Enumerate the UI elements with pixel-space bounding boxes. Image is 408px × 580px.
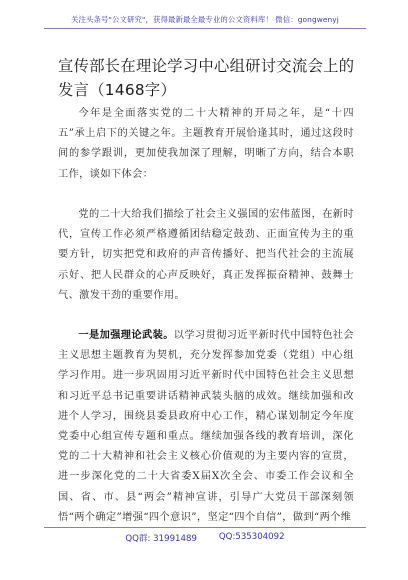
paragraph-text: 今年是全面落实党的二十大精神的开局之年，是“十四五”承上启下的关键之年。主题教育开展恰逢其时，通过这段时间的参学跟训，更加使我加深了理解，明晰了方向，结合本职工作，谈如下体会：: [58, 108, 354, 180]
header-promo-text: 关注头条号"公文研究"，获得最新最全最专业的公文资料库！ 微信：gongwenyj: [71, 15, 339, 24]
document-title: 宣传部长在理论学习中心组研讨交流会上的发言（1468字）: [58, 57, 355, 99]
page-header: [44, 8, 366, 29]
paragraph-text: 党的二十大给我们描绘了社会主义强国的宏伟蓝图，在新时代，宣传工作必须严格遵循团结稳定鼓劲、正面宣传为主的重要方针，切实把党和政府的声音传播好、把当代社会的主流展示好、把人民群众的心声反映好，真正发挥振奋精神、鼓舞士气、激发干劲的重要作用。: [58, 209, 354, 301]
paragraph-intro: [58, 104, 354, 185]
page-footer: [44, 532, 366, 544]
footer-divider: [44, 527, 366, 528]
paragraph-text: 以学习贯彻习近平新时代中国特色社会主义思想主题教育为契机，充分发挥参加党委（党组）中心组学习作用。进一步巩固用习近平新时代中国特色社会主义思想和习近平总书记重要讲话精神武装头脑的成效。继续加强和改进个人学习，围绕县委县政府中心工作，精心谋划制定今年度党委中心组宣传专题和重点。继续加强各线的教育培训，深化党的二十大精神和社会主义核心价值观的为主要内容的宣贯，进一步深化党的二十大省委X届X次全会、市委工作会议和全国、省、市、县“两会”精神宣讲，引导广大党员干部深刻领悟“两个确定”增强“四个意识”，坚定“四个自信”，做到“两个维: [58, 330, 354, 523]
footer-qq: QQ:535304092: [218, 532, 285, 542]
section-lead: 一是加强理论武装。: [78, 330, 174, 341]
footer-qq-group: QQ群: 31991489: [125, 534, 197, 544]
paragraph-body: [58, 205, 354, 306]
paragraph-section-1: [58, 326, 354, 526]
